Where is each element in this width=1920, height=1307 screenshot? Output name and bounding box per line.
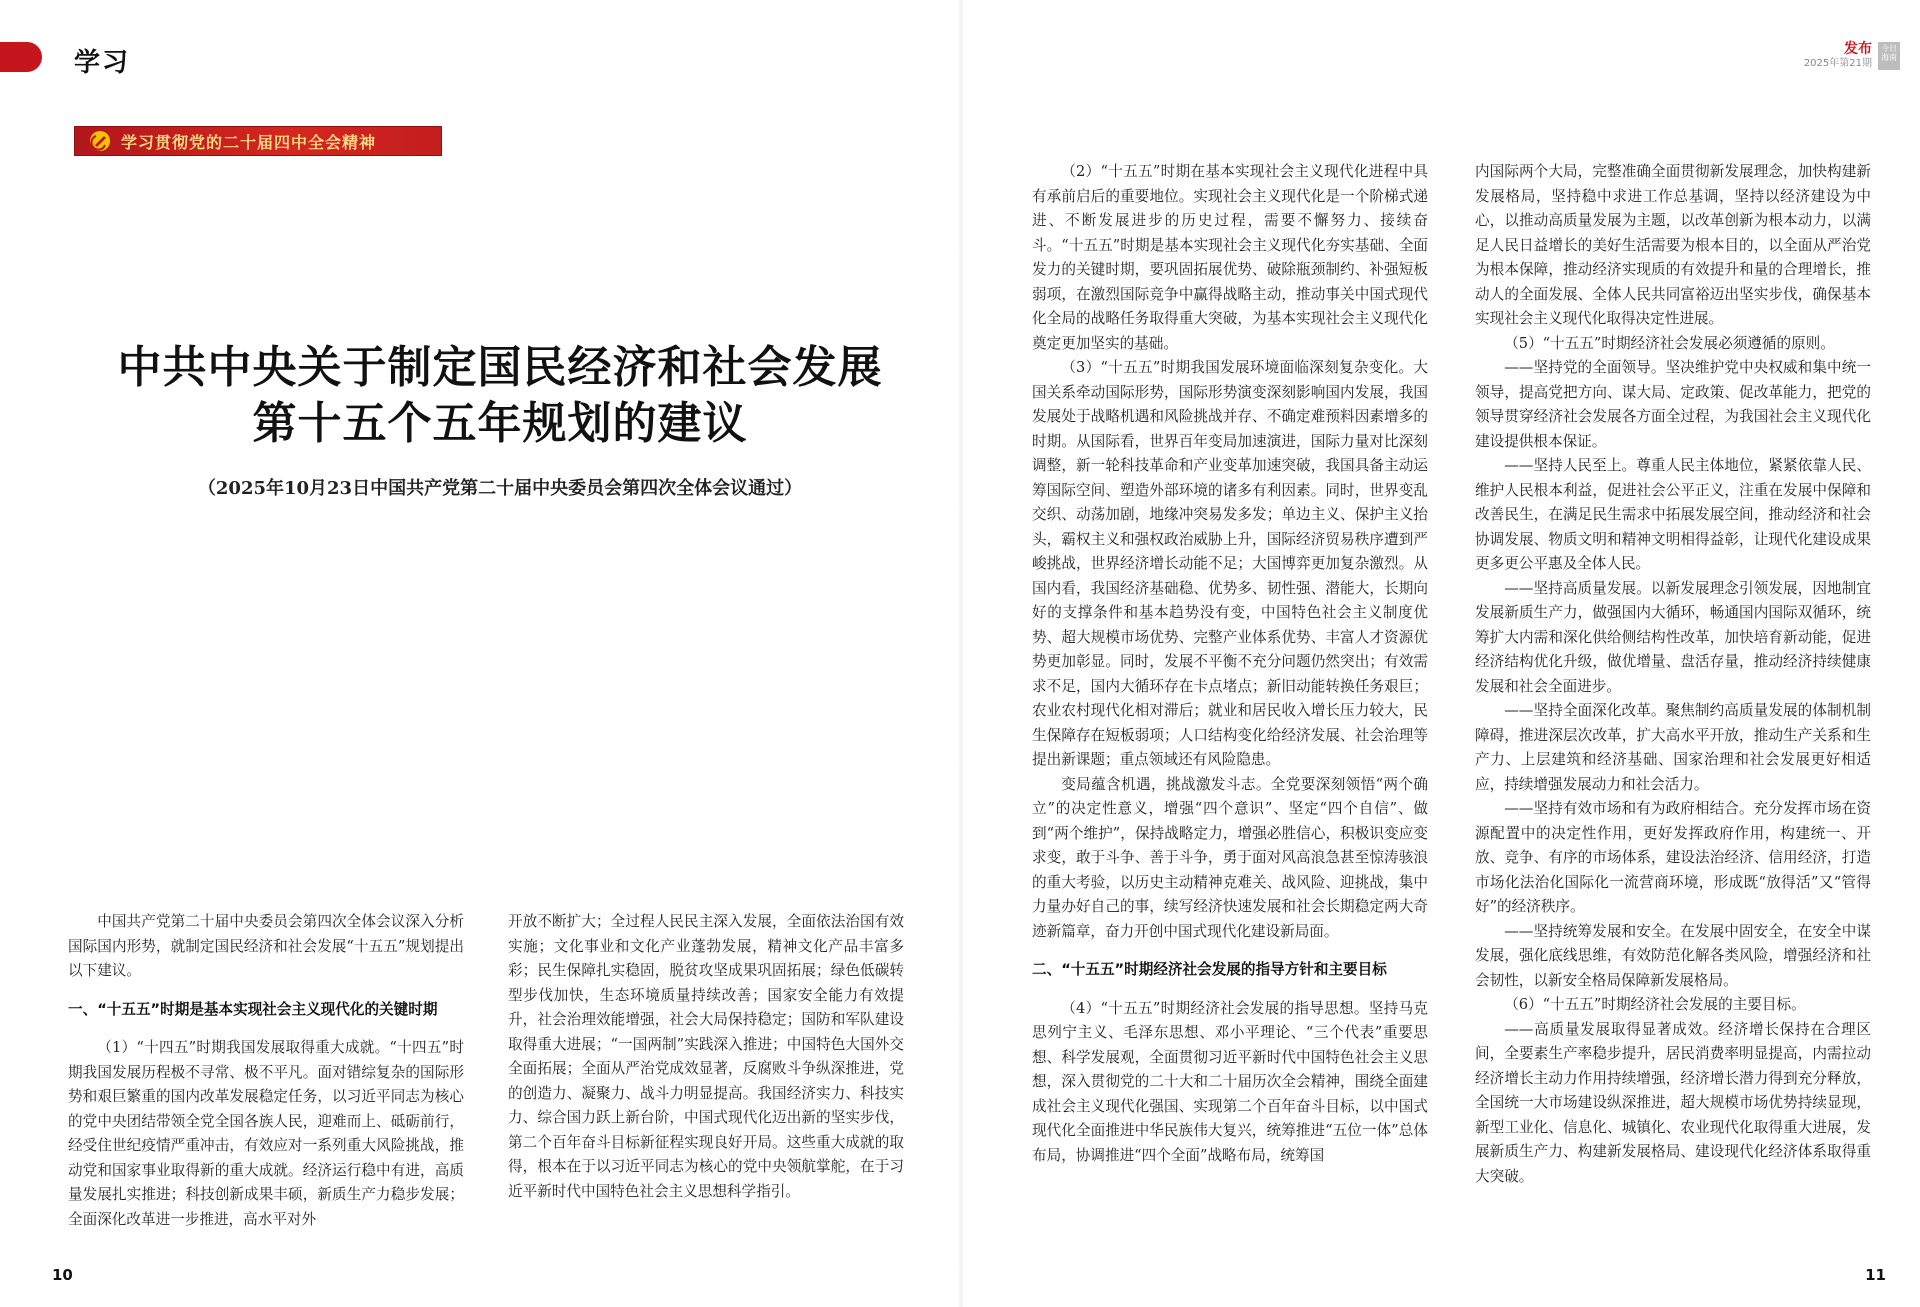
text-column-2: [508, 910, 904, 1204]
banner-label: 学习贯彻党的二十届四中全会精神: [121, 132, 377, 152]
paragraph: ——坚持人民至上。尊重人民主体地位，紧紧依靠人民、维护人民根本利益，促进社会公平正义，注重在发展中保障和改善民生，在满足民生需求中拓展发展空间，推动经济和社会协调发展、物质文明和精神文明相得益彰，让现代化建设成果更多更公平惠及全体人民。: [1475, 457, 1871, 572]
paragraph: ——坚持全面深化改革。聚焦制约高质量发展的体制机制障碍，推进深层次改革，扩大高水平开放，推动生产关系和生产力、上层建筑和经济基础、国家治理和社会发展更好相适应，持续增强发展动力和社会活力。: [1475, 702, 1871, 793]
article-subtitle: （2025年10月23日中国共产党第二十届中央委员会第四次全体会议通过）: [197, 478, 803, 499]
issue-number: 2025年第21期: [1803, 58, 1872, 69]
paragraph: ——坚持高质量发展。以新发展理念引领发展，因地制宜发展新质生产力，做强国内大循环，畅通国内国际双循环，统筹扩大内需和深化供给侧结构性改革，加快培育新动能，促进经济结构优化升级，做优增量、盘活存量，推动经济持续健康发展和社会全面进步。: [1475, 579, 1871, 695]
text-column-3: [1032, 160, 1428, 1168]
paragraph: （5）“十五五”时期经济社会发展必须遵循的原则。: [1504, 334, 1835, 352]
paragraph: ——坚持有效市场和有为政府相结合。充分发挥市场在资源配置中的决定性作用，更好发挥政府作用，构建统一、开放、竞争、有序的市场体系，建设法治经济、信用经济，打造市场化法治化国际化一流营商环境，形成既“放得活”又“管得好”的经济秩序。: [1475, 800, 1871, 915]
page-number-left: 10: [52, 1266, 73, 1284]
column-banner: [74, 126, 442, 156]
party-emblem-icon: [89, 130, 111, 152]
paragraph: 中国共产党第二十届中央委员会第四次全体会议深入分析国际国内形势，就制定国民经济和社会发展“十五五”规划提出以下建议。: [68, 913, 464, 979]
paragraph: （6）“十五五”时期经济社会发展的主要目标。: [1504, 996, 1806, 1013]
brand-logo-box: 今日海南: [1878, 42, 1900, 70]
section-heading: 一、“十五五”时期是基本实现社会主义现代化的关键时期: [68, 1000, 438, 1018]
paragraph: （1）“十四五”时期我国发展取得重大成就。“十四五”时期我国发展历程极不寻常、极不平凡。面对错综复杂的国际形势和艰巨繁重的国内改革发展稳定任务，以习近平同志为核心的党中央团结带领全党全国各族人民，迎难而上、砥砺前行，经受住世纪疫情严重冲击，有效应对一系列重大风险挑战，推动党和国家事业取得新的重大成就。经济运行稳中有进，高质量发展扎实推进；科技创新成果丰硕，新质生产力稳步发展；全面深化改革进一步推进，高水平对外: [68, 1039, 464, 1228]
page-number-right: 11: [1865, 1266, 1886, 1284]
magazine-brand: [1804, 42, 1900, 70]
paragraph: 开放不断扩大；全过程人民民主深入发展，全面依法治国有效实施；文化事业和文化产业蓬勃发展，精神文化产品丰富多彩；民生保障扎实稳固，脱贫攻坚成果巩固拓展；绿色低碳转型步伐加快，生态环境质量持续改善；国家安全能力有效提升，社会治理效能增强，社会大局保持稳定；国防和军队建设取得重大进展；“一国两制”实践深入推进；中国特色大国外交全面拓展；全面从严治党成效显著，反腐败斗争纵深推进，党的创造力、凝聚力、战斗力明显提高。我国经济实力、科技实力、综合国力跃上新台阶，中国式现代化迈出新的坚实步伐，第二个百年奋斗目标新征程实现良好开局。这些重大成就的取得，根本在于以习近平同志为核心的党中央领航掌舵，在于习近平新时代中国特色社会主义思想科学指引。: [508, 913, 904, 1200]
brand-name: 发布: [1844, 41, 1872, 57]
paragraph: （2）“十五五”时期在基本实现社会主义现代化进程中具有承前启后的重要地位。实现社会主义现代化是一个阶梯式递进、不断发展进步的历史过程，需要不懈努力、接续奋斗。“十五五”时期是基本实现社会主义现代化夯实基础、全面发力的关键时期，要巩固拓展优势、破除瓶颈制约、补强短板弱项，在激烈国际竞争中赢得战略主动，推动事关中国式现代化全局的战略任务取得重大突破，为基本实现社会主义现代化奠定更加坚实的基础。: [1032, 163, 1428, 352]
paragraph: （4）“十五五”时期经济社会发展的指导思想。坚持马克思列宁主义、毛泽东思想、邓小平理论、“三个代表”重要思想、科学发展观，全面贯彻习近平新时代中国特色社会主义思想，深入贯彻党的二十大和二十届历次全会精神，围绕全面建成社会主义现代化强国、实现第二个百年奋斗目标，以中国式现代化全面推进中华民族伟大复兴，统筹推进“五位一体”总体布局，协调推进“四个全面”战略布局，统筹国: [1032, 999, 1428, 1164]
paragraph: 内国际两个大局，完整准确全面贯彻新发展理念，加快构建新发展格局，坚持稳中求进工作总基调，坚持以经济建设为中心，以推动高质量发展为主题，以改革创新为根本动力，以满足人民日益增长的美好生活需要为根本目的，以全面从严治党为根本保障，推动经济实现质的有效提升和量的合理增长，推动人的全面发展、全体人民共同富裕迈出坚实步伐，确保基本实现社会主义现代化取得决定性进展。: [1475, 163, 1871, 327]
page-gutter: [958, 0, 964, 1307]
section-title: 学习: [74, 48, 131, 78]
paragraph: ——坚持统筹发展和安全。在发展中固安全，在安全中谋发展，强化底线思维，有效防范化解各类风险，增强经济和社会韧性，以新安全格局保障新发展格局。: [1475, 922, 1871, 989]
paragraph: （3）“十五五”时期我国发展环境面临深刻复杂变化。大国关系牵动国际形势，国际形势演变深刻影响国内发展，我国发展处于战略机遇和风险挑战并存、不确定难预料因素增多的时期。从国际看，世界百年变局加速演进，国际力量对比深刻调整，新一轮科技革命和产业变革加速突破，我国具备主动运筹国际空间、塑造外部环境的诸多有利因素。同时，世界变乱交织、动荡加剧，地缘冲突易发多发；单边主义、保护主义抬头，霸权主义和强权政治威胁上升，国际经济贸易秩序遭到严峻挑战，世界经济增长动能不足；大国博弈更加复杂激烈。从国内看，我国经济基础稳、优势多、韧性强、潜能大，长期向好的支撑条件和基本趋势没有变，中国特色社会主义制度优势、超大规模市场优势、完整产业体系优势、丰富人才资源优势更加彰显。同时，发展不平衡不充分问题仍然突出；有效需求不足，国内大循环存在卡点堵点；新旧动能转换任务艰巨；农业农村现代化相对滞后；就业和居民收入增长压力较大，民生保障存在短板弱项；人口结构变化给经济发展、社会治理等提出新课题；重点领域还有风险隐患。: [1032, 359, 1428, 768]
text-column-1: [68, 910, 464, 1232]
paragraph: 变局蕴含机遇，挑战激发斗志。全党要深刻领悟“两个确立”的决定性意义，增强“四个意识”、坚定“四个自信”、做到“两个维护”，保持战略定力，增强必胜信心，积极识变应变求变，敢于斗争、善于斗争，勇于面对风高浪急甚至惊涛骇浪的重大考验，以历史主动精神克难关、战风险、迎挑战，集中力量办好自己的事，续写经济快速发展和社会长期稳定两大奇迹新篇章，奋力开创中国式现代化建设新局面。: [1032, 775, 1428, 940]
article-title: [60, 340, 940, 452]
section-heading: 二、“十五五”时期经济社会发展的指导方针和主要目标: [1032, 961, 1387, 978]
title-line-1: 中共中央关于制定国民经济和社会发展: [117, 342, 883, 393]
paragraph: ——坚持党的全面领导。坚决维护党中央权威和集中统一领导，提高党把方向、谋大局、定政策、促改革能力，把党的领导贯穿经济社会发展各方面全过程，为我国社会主义现代化建设提供根本保证。: [1475, 359, 1871, 450]
paragraph: ——高质量发展取得显著成效。经济增长保持在合理区间，全要素生产率稳步提升，居民消费率明显提高，内需拉动经济增长主动力作用持续增强，经济增长潜力得到充分释放，全国统一大市场建设纵深推进，超大规模市场优势持续显现，新型工业化、信息化、城镇化、农业现代化取得重大进展，发展新质生产力、构建新发展格局、建设现代化经济体系取得重大突破。: [1475, 1020, 1871, 1185]
title-line-2: 第十五个五年规划的建议: [252, 398, 748, 449]
text-column-4: [1475, 160, 1871, 1189]
section-tab-marker: [0, 42, 42, 72]
